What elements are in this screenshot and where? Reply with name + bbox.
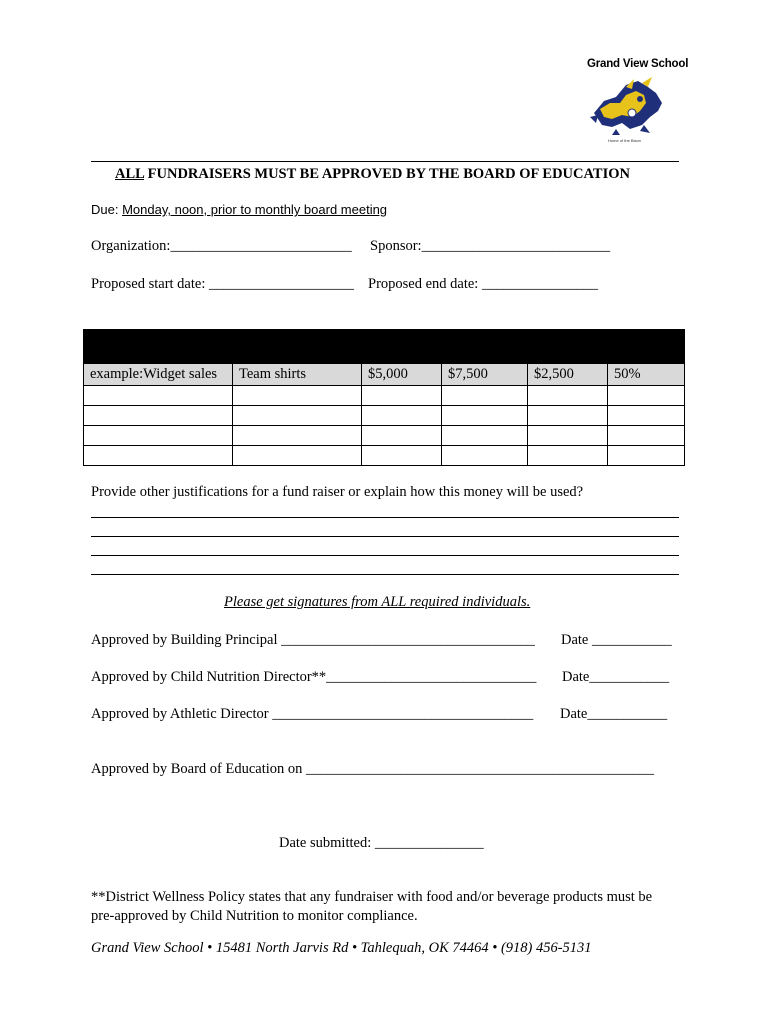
table-cell-input[interactable]	[608, 426, 685, 446]
justification-line-3[interactable]	[91, 555, 679, 556]
table-cell: example:Widget sales	[84, 364, 233, 386]
fundraiser-table	[83, 329, 685, 466]
header-rule	[91, 161, 679, 162]
table-cell-input[interactable]	[233, 386, 362, 406]
signature-instruction: Please get signatures from ALL required individuals.	[224, 594, 531, 610]
header-cell	[84, 330, 233, 364]
end-date-field[interactable]: Proposed end date: ________________	[368, 276, 598, 292]
table-cell: 50%	[608, 364, 685, 386]
due-value: Monday, noon, prior to monthly board meeting	[122, 202, 388, 217]
justification-line-4[interactable]	[91, 574, 679, 575]
due-note	[91, 202, 387, 217]
table-cell: $7,500	[442, 364, 528, 386]
nutrition-signature-field[interactable]: Approved by Child Nutrition Director**_____________________________	[91, 669, 537, 685]
table-cell-input[interactable]	[442, 426, 528, 446]
justification-line-1[interactable]	[91, 517, 679, 518]
date-submitted-field[interactable]: Date submitted: _______________	[279, 835, 484, 851]
table-cell: Team shirts	[233, 364, 362, 386]
table-header-row	[84, 330, 685, 364]
header-cell	[362, 330, 442, 364]
table-cell-input[interactable]	[442, 446, 528, 466]
table-cell-input[interactable]	[84, 406, 233, 426]
title-emphasis: ALL	[115, 166, 145, 182]
page-title	[115, 166, 630, 183]
table-cell-input[interactable]	[84, 386, 233, 406]
board-approval-field[interactable]: Approved by Board of Education on ________________________________________________	[91, 761, 655, 777]
justification-line-2[interactable]	[91, 536, 679, 537]
table-cell-input[interactable]	[608, 406, 685, 426]
table-row	[84, 386, 685, 406]
table-row-example	[84, 364, 685, 386]
header-cell	[442, 330, 528, 364]
start-date-field[interactable]: Proposed start date: ____________________	[91, 276, 354, 292]
table-cell-input[interactable]	[233, 446, 362, 466]
organization-field[interactable]: Organization:_________________________	[91, 238, 352, 254]
table-cell-input[interactable]	[362, 406, 442, 426]
title-rest: FUNDRAISERS MUST BE APPROVED BY THE BOARD OF EDUCATION	[144, 166, 630, 182]
table-cell-input[interactable]	[528, 446, 608, 466]
table-cell: $2,500	[528, 364, 608, 386]
wellness-policy-note-cont: pre-approved by Child Nutrition to monitor compliance.	[91, 908, 418, 924]
header-cell	[608, 330, 685, 364]
principal-signature-field[interactable]: Approved by Building Principal ___________________________________	[91, 632, 535, 648]
table-cell-input[interactable]	[608, 446, 685, 466]
school-logo-tagline: Home of the Bison	[608, 138, 641, 143]
table-row	[84, 446, 685, 466]
table-row	[84, 426, 685, 446]
table-cell-input[interactable]	[528, 406, 608, 426]
justification-prompt: Provide other justifications for a fund raiser or explain how this money will be used?	[91, 484, 584, 500]
table-cell-input[interactable]	[608, 386, 685, 406]
athletic-date-field[interactable]: Date___________	[560, 706, 668, 722]
table-cell-input[interactable]	[362, 426, 442, 446]
table-cell-input[interactable]	[442, 386, 528, 406]
school-logo-title: Grand View School	[587, 58, 689, 70]
due-label: Due:	[91, 202, 123, 217]
table-cell: $5,000	[362, 364, 442, 386]
school-address-footer: Grand View School • 15481 North Jarvis Rd • Tahlequah, OK 74464 • (918) 456-5131	[91, 940, 592, 956]
header-cell	[233, 330, 362, 364]
table-cell-input[interactable]	[233, 406, 362, 426]
table-cell-input[interactable]	[233, 426, 362, 446]
table-cell-input[interactable]	[362, 446, 442, 466]
header-cell	[528, 330, 608, 364]
nutrition-date-field[interactable]: Date___________	[562, 669, 670, 685]
table-cell-input[interactable]	[442, 406, 528, 426]
table-cell-input[interactable]	[528, 386, 608, 406]
bison-logo-icon	[586, 73, 666, 137]
sponsor-field[interactable]: Sponsor:__________________________	[370, 238, 611, 254]
wellness-policy-note: **District Wellness Policy states that any fundraiser with food and/or beverage products must be	[91, 889, 653, 905]
table-cell-input[interactable]	[362, 386, 442, 406]
table-cell-input[interactable]	[84, 426, 233, 446]
table-cell-input[interactable]	[84, 446, 233, 466]
table-row	[84, 406, 685, 426]
principal-date-field[interactable]: Date ___________	[561, 632, 672, 648]
athletic-signature-field[interactable]: Approved by Athletic Director ____________________________________	[91, 706, 534, 722]
table-cell-input[interactable]	[528, 426, 608, 446]
